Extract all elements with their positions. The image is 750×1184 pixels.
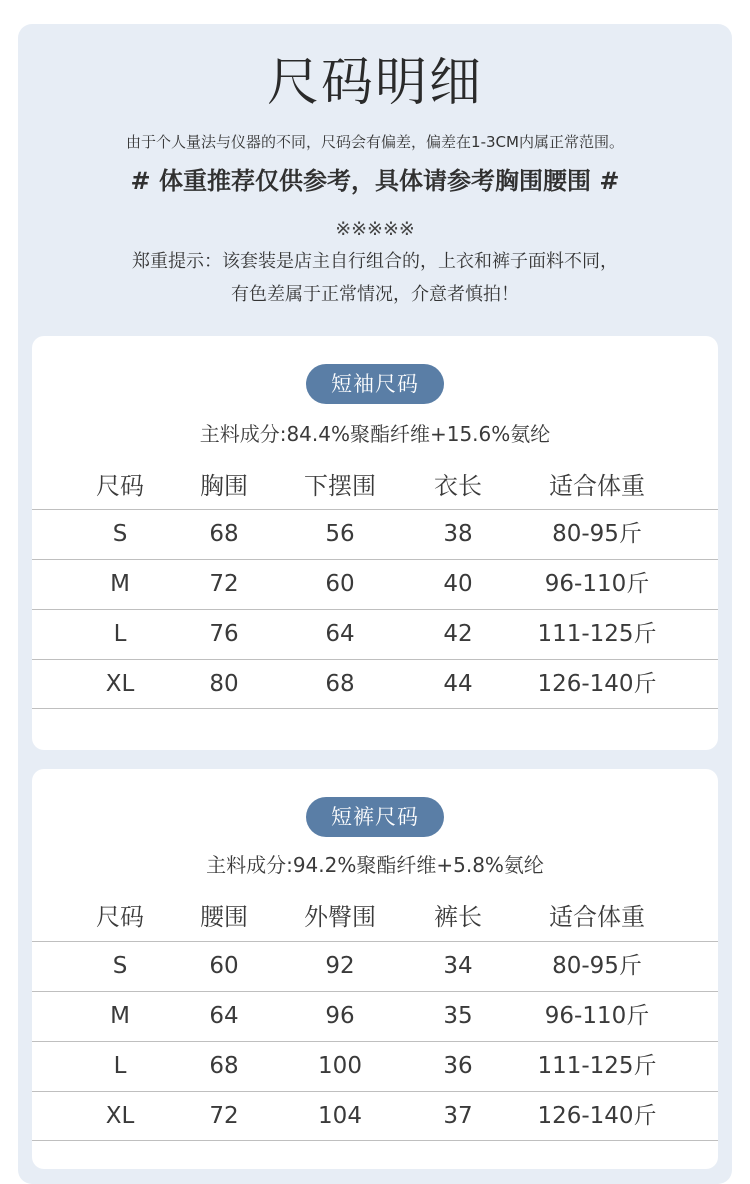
size-cell: M: [110, 1003, 130, 1029]
table-divider: [32, 1140, 718, 1141]
table-row: [32, 991, 718, 1041]
hip-cell: 96: [325, 1003, 355, 1029]
header-hem: 下摆围: [304, 472, 376, 500]
weight-reference-note: # 体重推荐仅供参考，具体请参考胸围腰围 #: [130, 167, 620, 195]
header-length: 衣长: [434, 472, 482, 500]
table-divider: [32, 708, 718, 709]
size-cell: L: [113, 621, 127, 647]
bottom-size-badge: 短裤尺码: [306, 797, 444, 837]
important-note-line-2: 有色差属于正常情况，介意者慎拍！: [231, 284, 519, 305]
header-pants-length: 裤长: [434, 903, 482, 931]
size-cell: S: [112, 521, 128, 547]
size-cell: S: [112, 953, 128, 979]
hip-cell: 104: [318, 1103, 362, 1129]
weight-cell: 80-95斤: [552, 953, 642, 979]
bottom-size-card: [32, 769, 718, 1169]
bottom-table-header: [32, 897, 718, 937]
waist-cell: 60: [209, 953, 239, 979]
length-cell: 38: [443, 521, 473, 547]
waist-cell: 64: [209, 1003, 239, 1029]
pants-length-cell: 34: [443, 953, 473, 979]
size-cell: M: [110, 571, 130, 597]
chest-cell: 76: [209, 621, 239, 647]
hem-cell: 64: [325, 621, 355, 647]
chest-cell: 72: [209, 571, 239, 597]
header-size: 尺码: [96, 472, 144, 500]
size-cell: XL: [105, 1103, 135, 1129]
table-row: [32, 609, 718, 659]
table-row: [32, 559, 718, 609]
hem-cell: 56: [325, 521, 355, 547]
size-cell: XL: [105, 671, 135, 697]
header-chest: 胸围: [200, 472, 248, 500]
hem-cell: 60: [325, 571, 355, 597]
pants-length-cell: 35: [443, 1003, 473, 1029]
chest-cell: 80: [209, 671, 239, 697]
pants-length-cell: 37: [443, 1103, 473, 1129]
length-cell: 44: [443, 671, 473, 697]
header-hip: 外臀围: [304, 903, 376, 931]
hip-cell: 92: [325, 953, 355, 979]
table-row: [32, 1041, 718, 1091]
page-title: 尺码明细: [266, 53, 483, 113]
top-table-header: [32, 466, 718, 506]
weight-cell: 126-140斤: [537, 1103, 657, 1129]
top-size-badge: 短袖尺码: [306, 364, 444, 404]
header-waist: 腰围: [200, 903, 248, 931]
waist-cell: 68: [209, 1053, 239, 1079]
top-material: 主料成分:84.4%聚酯纤维+15.6%氨纶: [199, 422, 551, 446]
chest-cell: 68: [209, 521, 239, 547]
separator-marks: ※※※※※: [335, 218, 415, 240]
length-cell: 42: [443, 621, 473, 647]
top-size-card: [32, 336, 718, 750]
weight-cell: 111-125斤: [537, 621, 657, 647]
weight-cell: 126-140斤: [537, 671, 657, 697]
header-weight: 适合体重: [549, 903, 645, 931]
size-cell: L: [113, 1053, 127, 1079]
hem-cell: 68: [325, 671, 355, 697]
length-cell: 40: [443, 571, 473, 597]
hip-cell: 100: [318, 1053, 362, 1079]
header-size: 尺码: [96, 903, 144, 931]
important-note-line-1: 郑重提示：该套装是店主自行组合的，上衣和裤子面料不同，: [132, 251, 618, 272]
table-row: [32, 1091, 718, 1141]
weight-cell: 96-110斤: [544, 1003, 650, 1029]
table-row: [32, 659, 718, 709]
bottom-material: 主料成分:94.2%聚酯纤维+5.8%氨纶: [206, 853, 544, 877]
table-row: [32, 509, 718, 559]
weight-cell: 96-110斤: [544, 571, 650, 597]
table-row: [32, 941, 718, 991]
measurement-note: 由于个人量法与仪器的不同，尺码会有偏差，偏差在1-3CM内属正常范围。: [126, 133, 624, 151]
waist-cell: 72: [209, 1103, 239, 1129]
header-weight: 适合体重: [549, 472, 645, 500]
pants-length-cell: 36: [443, 1053, 473, 1079]
weight-cell: 80-95斤: [552, 521, 642, 547]
weight-cell: 111-125斤: [537, 1053, 657, 1079]
